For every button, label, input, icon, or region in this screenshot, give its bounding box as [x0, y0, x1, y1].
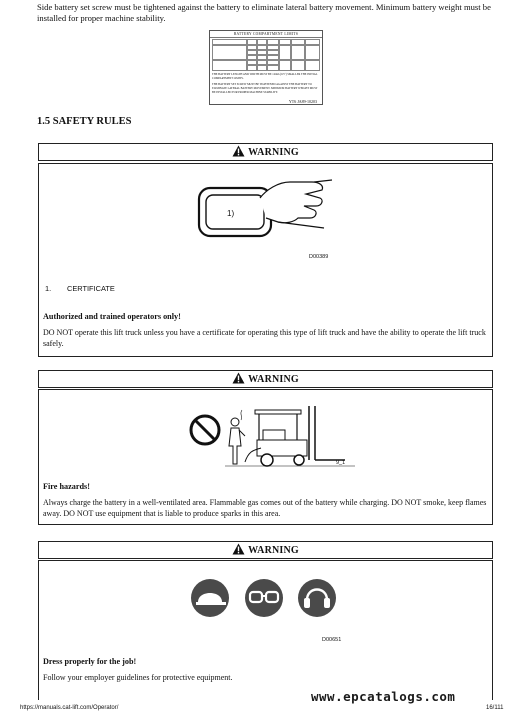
safety-goggles-icon: [244, 578, 284, 618]
warning-header-2: [38, 370, 493, 388]
item-label: CERTIFICATE: [67, 284, 115, 293]
warning-text: Follow your employer guidelines for protective equipment.: [43, 673, 233, 682]
no-smoking-charging-icon: [185, 400, 375, 472]
warning-triangle-icon: [232, 372, 245, 384]
item-number: 1.: [45, 284, 52, 293]
warning-heading: Fire hazards!: [43, 482, 90, 491]
hard-hat-icon: [190, 578, 230, 618]
label-part-number: YT6 JA89-10203: [288, 99, 317, 104]
warning-text: DO NOT operate this lift truck unless you have a certificate for operating this type of lift truck and have the ability to operate the lift truck safely.: [43, 328, 486, 348]
warning-body-1: [38, 163, 493, 357]
label-note-2: THE BATTERY SET SCREW MUST BE TIGHTENED AGAINST THE BATTERY TO ELIMINATE LATERAL BATTERY MOVEMENT. MINIMUM BATTERY WEIGHT MUST BE INSTALLED FOR PROPER MACHINE STABILITY.: [212, 83, 318, 94]
warning-text: Always charge the battery in a well-ventilated area. Flammable gas comes out of the battery while charging. DO NOT smoke, keep flames away. DO NOT use equipment that is liable to produce sparks in this area.: [43, 498, 487, 518]
intro-paragraph: Side battery set screw must be tightened against the battery to eliminate lateral battery movement. Minimum battery weight must be installed for proper machine stability.: [37, 2, 491, 23]
footer-url-link[interactable]: https://manuals.cat-lift.com/Operator/: [20, 705, 119, 711]
section-title: 1.5 SAFETY RULES: [37, 116, 132, 127]
watermark: www.epcatalogs.com: [311, 689, 456, 704]
label-table: [212, 39, 320, 71]
warning-body-2: [38, 389, 493, 525]
warning-body-3: [38, 560, 493, 700]
warning-triangle-icon: [232, 145, 245, 157]
certificate-card-icon: [194, 176, 334, 246]
battery-compartment-label: [209, 30, 323, 105]
warning-triangle-icon: [232, 543, 245, 555]
warning-label: WARNING: [248, 545, 299, 556]
certificate-screen-text: 1): [227, 209, 235, 218]
warning-heading: Authorized and trained operators only!: [43, 312, 181, 321]
figure-code: D00651: [322, 637, 342, 643]
warning-heading: Dress properly for the job!: [43, 657, 137, 666]
warning-label: WARNING: [248, 374, 299, 385]
warning-header-1: [38, 143, 493, 161]
ear-protection-icon: [297, 578, 337, 618]
label-title: BATTERY COMPARTMENT LIMITS: [210, 31, 322, 38]
figure-code: 9_1: [336, 460, 346, 466]
warning-header-3: [38, 541, 493, 559]
figure-code: D00389: [309, 254, 329, 260]
label-note-1: THE BATTERY LENGTH AND WIDTH MUST BE 12mm (0.5") SMALLER THE INITIAL COMPARTMENT LIMITS.: [212, 73, 318, 80]
page-number: 16/111: [486, 705, 504, 711]
warning-label: WARNING: [248, 147, 299, 158]
